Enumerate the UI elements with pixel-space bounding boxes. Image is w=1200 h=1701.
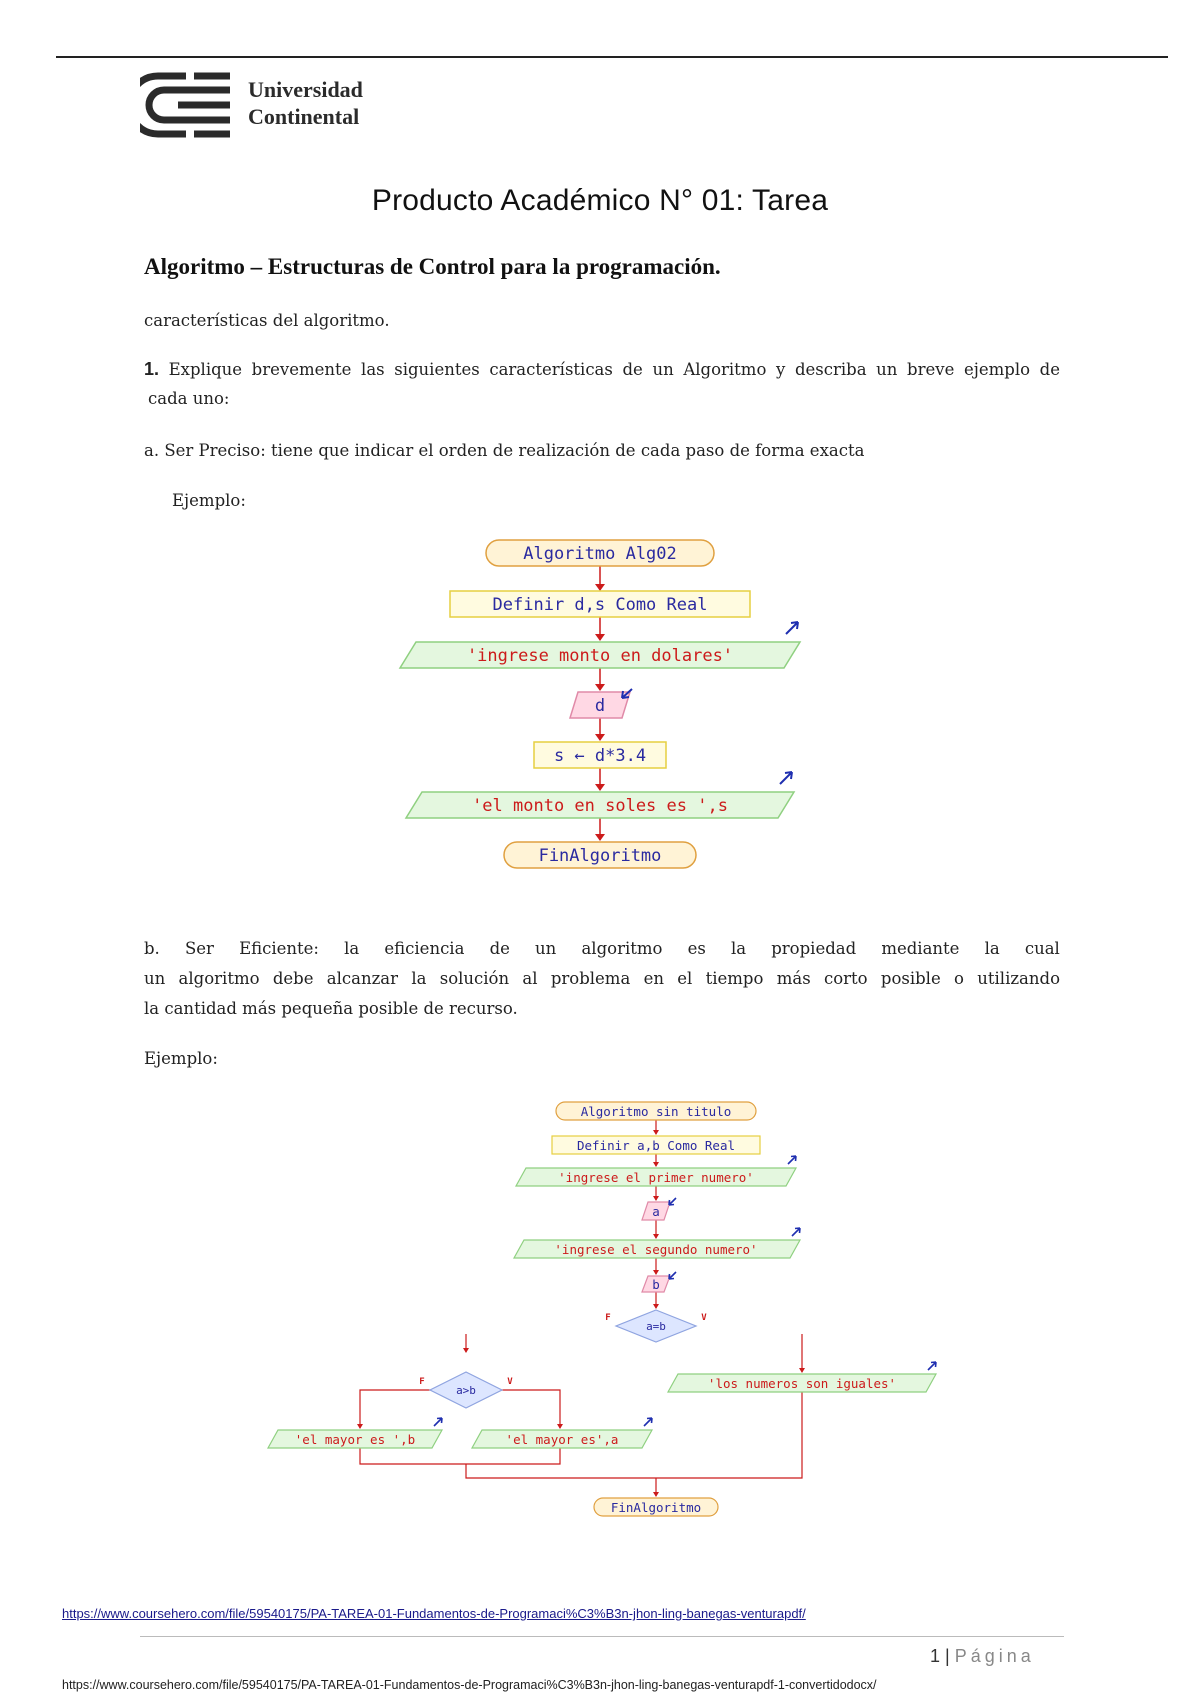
item-b-line-2: un algoritmo debe alcanzar la solución al problema en el tiempo más corto posible o utilizando bbox=[144, 969, 1060, 988]
university-name bbox=[248, 76, 363, 130]
item-b-word: eficiencia bbox=[384, 939, 465, 958]
fc-a-output1-icon bbox=[786, 622, 798, 634]
page-number-value: 1 bbox=[930, 1646, 941, 1666]
flowchart-a bbox=[380, 534, 820, 884]
logo-line-2: Continental bbox=[248, 104, 360, 129]
document-title: Producto Académico N° 01: Tarea bbox=[371, 184, 829, 217]
flowchart-b bbox=[260, 1094, 950, 1524]
fc-a-output1: 'ingrese monto en dolares' bbox=[466, 646, 734, 666]
fc-b-cond1: a=b bbox=[646, 1320, 666, 1333]
item-b-word: la bbox=[344, 939, 360, 958]
fc-b-out-a: 'el mayor es',a bbox=[505, 1432, 619, 1447]
item-b-word: es bbox=[687, 939, 706, 958]
fc-b-out-b: 'el mayor es ',b bbox=[294, 1432, 416, 1447]
page-number bbox=[930, 1646, 1035, 1667]
fc-b-input2: b bbox=[652, 1277, 660, 1292]
fc-b-input1: a bbox=[652, 1204, 660, 1219]
fc-b-end: FinAlgoritmo bbox=[610, 1500, 702, 1515]
item-a-text: a. Ser Preciso: tiene que indicar el orden de realización de cada paso de forma exacta bbox=[144, 441, 865, 460]
intro-text: características del algoritmo. bbox=[144, 311, 390, 330]
question-number: 1. bbox=[144, 359, 160, 379]
fc-b-output2: 'ingrese el segundo numero' bbox=[554, 1242, 758, 1257]
fc-b-false-label-1: F bbox=[605, 1313, 611, 1323]
fc-b-start: Algoritmo sin titulo bbox=[580, 1104, 732, 1119]
item-b-word: propiedad bbox=[771, 939, 857, 958]
document-subtitle: Algoritmo – Estructuras de Control para la programación. bbox=[144, 254, 721, 279]
item-a-example-label: Ejemplo: bbox=[172, 491, 246, 510]
item-b-word: Ser bbox=[184, 939, 214, 958]
university-logo-icon bbox=[140, 72, 236, 138]
item-b-word: b. bbox=[144, 939, 160, 958]
item-b-word: algoritmo bbox=[581, 939, 663, 958]
item-b-word: un bbox=[535, 939, 557, 958]
fc-a-output2-icon bbox=[780, 772, 792, 784]
page-word: Página bbox=[954, 1646, 1035, 1666]
footer-rule bbox=[140, 1636, 1064, 1637]
item-b-word: Eficiente: bbox=[239, 939, 319, 958]
fc-b-true-label-1: V bbox=[701, 1313, 707, 1323]
item-b-word: la bbox=[984, 939, 1000, 958]
item-b-line-3: la cantidad más pequeña posible de recurso. bbox=[144, 999, 518, 1018]
item-b-word: cual bbox=[1024, 939, 1060, 958]
fc-b-define: Definir a,b Como Real bbox=[576, 1138, 736, 1153]
fc-b-output1: 'ingrese el primer numero' bbox=[558, 1170, 754, 1185]
item-b-word: mediante bbox=[881, 939, 960, 958]
fc-a-output2: 'el monto en soles es ',s bbox=[472, 796, 728, 816]
fc-a-define: Definir d,s Como Real bbox=[492, 595, 708, 615]
fc-a-assign: s ← d*3.4 bbox=[553, 746, 647, 766]
item-b-line-1 bbox=[144, 934, 1060, 964]
fc-a-end: FinAlgoritmo bbox=[538, 846, 662, 866]
logo-line-1: Universidad bbox=[248, 77, 363, 102]
item-b-word: de bbox=[489, 939, 510, 958]
fc-a-input: d bbox=[594, 696, 606, 716]
fc-b-true-label-2: V bbox=[507, 1377, 513, 1387]
header-rule bbox=[56, 56, 1168, 58]
source-url[interactable]: https://www.coursehero.com/file/59540175/PA-TAREA-01-Fundamentos-de-Programaci%C3%B3n-jhon-ling-banegas-venturapdf-1-convertidodocx/ bbox=[62, 1678, 877, 1692]
fc-b-false-label-2: F bbox=[419, 1377, 425, 1387]
fc-b-out-equal: 'los numeros son iguales' bbox=[707, 1376, 897, 1391]
fc-a-start: Algoritmo Alg02 bbox=[523, 544, 677, 564]
footer-link[interactable]: https://www.coursehero.com/file/59540175/PA-TAREA-01-Fundamentos-de-Programaci%C3%B3n-jhon-ling-banegas-venturapdf/ bbox=[62, 1606, 806, 1621]
question-text: Explique brevemente las siguientes características de un Algoritmo y describa un breve ejemplo de bbox=[168, 360, 1060, 379]
page-separator: | bbox=[945, 1646, 950, 1666]
fc-b-cond2: a>b bbox=[456, 1384, 476, 1397]
item-b-example-label: Ejemplo: bbox=[144, 1049, 218, 1068]
fc-a-input-icon bbox=[622, 689, 632, 698]
question-line-2: cada uno: bbox=[148, 389, 230, 408]
question-line-1 bbox=[144, 354, 1060, 385]
item-b-word: la bbox=[730, 939, 747, 958]
